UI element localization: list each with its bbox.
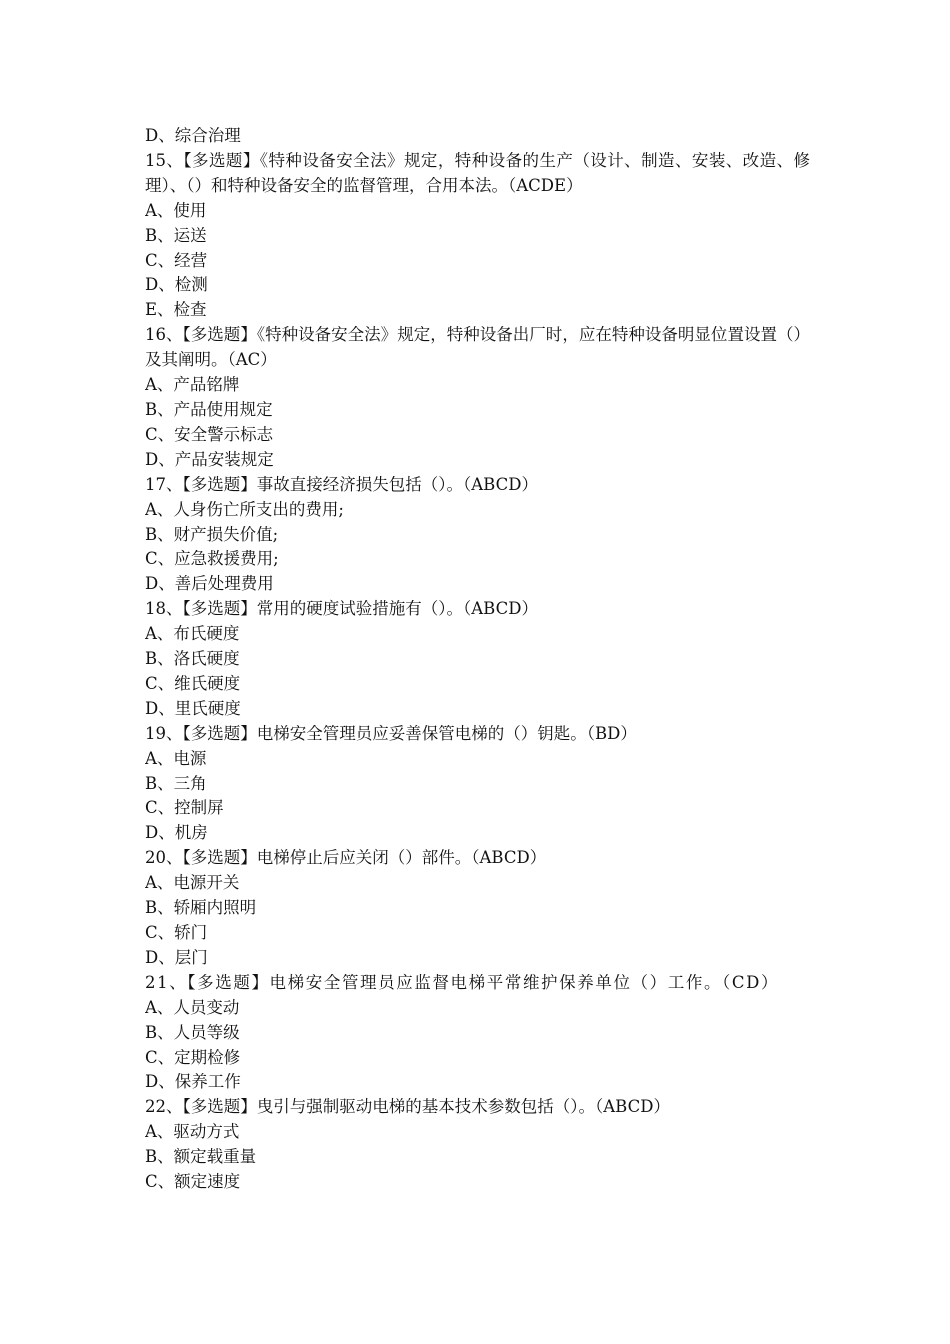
question-text: 21、【多选题】电梯安全管理员应监督电梯平常维护保养单位（）工作。（CD）: [145, 972, 780, 992]
answer-option: C、额定速度: [145, 1172, 241, 1192]
answer-option: A、电源开关: [145, 873, 240, 893]
answer-option: A、布氏硬度: [145, 624, 240, 644]
answer-option: D、层门: [145, 947, 208, 967]
answer-option: D、检测: [145, 275, 208, 295]
answer-option: C、定期检修: [145, 1047, 241, 1067]
answer-option: A、驱动方式: [145, 1122, 240, 1142]
answer-option: C、控制屏: [145, 798, 224, 818]
answer-option: C、轿门: [145, 923, 208, 942]
answer-option: D、综合治理: [145, 126, 241, 145]
answer-option: C、应急救援费用;: [145, 549, 279, 569]
answer-option: A、人身伤亡所支出的费用;: [145, 499, 344, 519]
answer-option: C、维氏硬度: [145, 673, 241, 693]
answer-option: D、机房: [145, 823, 208, 843]
answer-option: B、运送: [145, 225, 207, 245]
answer-option: C、经营: [145, 250, 208, 270]
answer-option: A、产品铭牌: [145, 375, 240, 395]
answer-option: B、财产损失价值;: [145, 524, 279, 544]
answer-option: C、安全警示标志: [145, 424, 274, 444]
answer-option: B、额定载重量: [145, 1147, 257, 1167]
answer-option: B、人员等级: [145, 1022, 240, 1042]
question-text: 15、【多选题】《特种设备安全法》规定，特种设备的生产（设计、制造、安装、改造、修理）、（）和特种设备安全的监督管理，合用本法。（ACDE）: [145, 150, 810, 195]
answer-option: D、里氏硬度: [145, 698, 241, 718]
question-list: [145, 124, 810, 1195]
answer-option: B、洛氏硬度: [145, 649, 240, 669]
question-text: 20、【多选题】电梯停止后应关闭（）部件。（ABCD）: [145, 848, 547, 868]
answer-option: D、保养工作: [145, 1072, 241, 1092]
answer-option: A、使用: [145, 200, 207, 220]
answer-option: B、轿厢内照明: [145, 898, 257, 918]
question-text: 16、【多选题】《特种设备安全法》规定，特种设备出厂时，应在特种设备明显位置设置（）及其阐明。（AC）: [145, 325, 810, 370]
question-text: 17、【多选题】事故直接经济损失包括（）。（ABCD）: [145, 474, 538, 494]
answer-option: D、产品安装规定: [145, 449, 274, 469]
question-text: 19、【多选题】电梯安全管理员应妥善保管电梯的（）钥匙。（BD）: [145, 723, 637, 743]
answer-option: A、人员变动: [145, 997, 240, 1017]
answer-option: D、善后处理费用: [145, 574, 274, 594]
answer-option: A、电源: [145, 748, 207, 768]
answer-option: B、产品使用规定: [145, 399, 273, 419]
question-text: 22、【多选题】曳引与强制驱动电梯的基本技术参数包括（）。（ABCD）: [145, 1097, 670, 1117]
answer-option: B、三角: [145, 773, 207, 793]
answer-option: E、检查: [145, 300, 207, 320]
question-text: 18、【多选题】常用的硬度试验措施有（）。（ABCD）: [145, 599, 538, 619]
